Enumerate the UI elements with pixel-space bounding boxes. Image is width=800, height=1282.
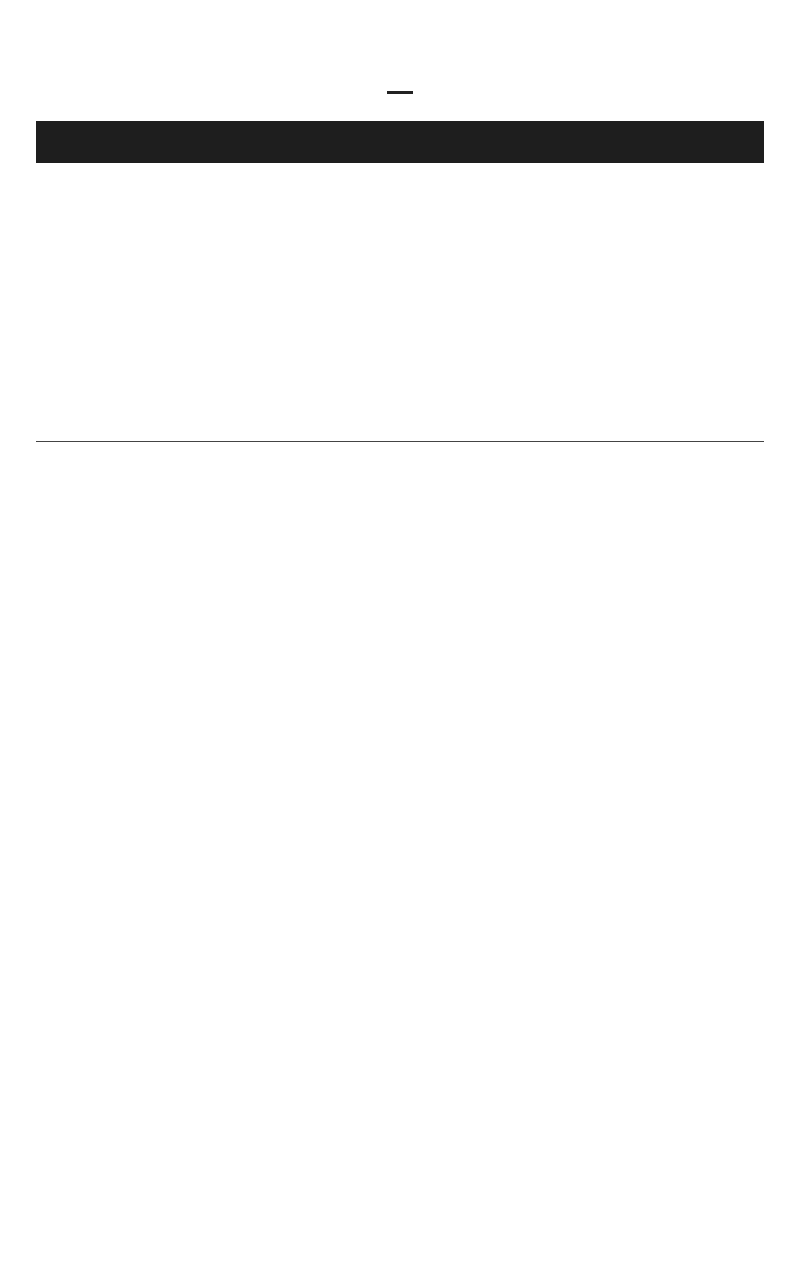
header-bar: [36, 121, 764, 163]
title-underline: [387, 91, 413, 94]
table-top-rule: [36, 441, 764, 442]
